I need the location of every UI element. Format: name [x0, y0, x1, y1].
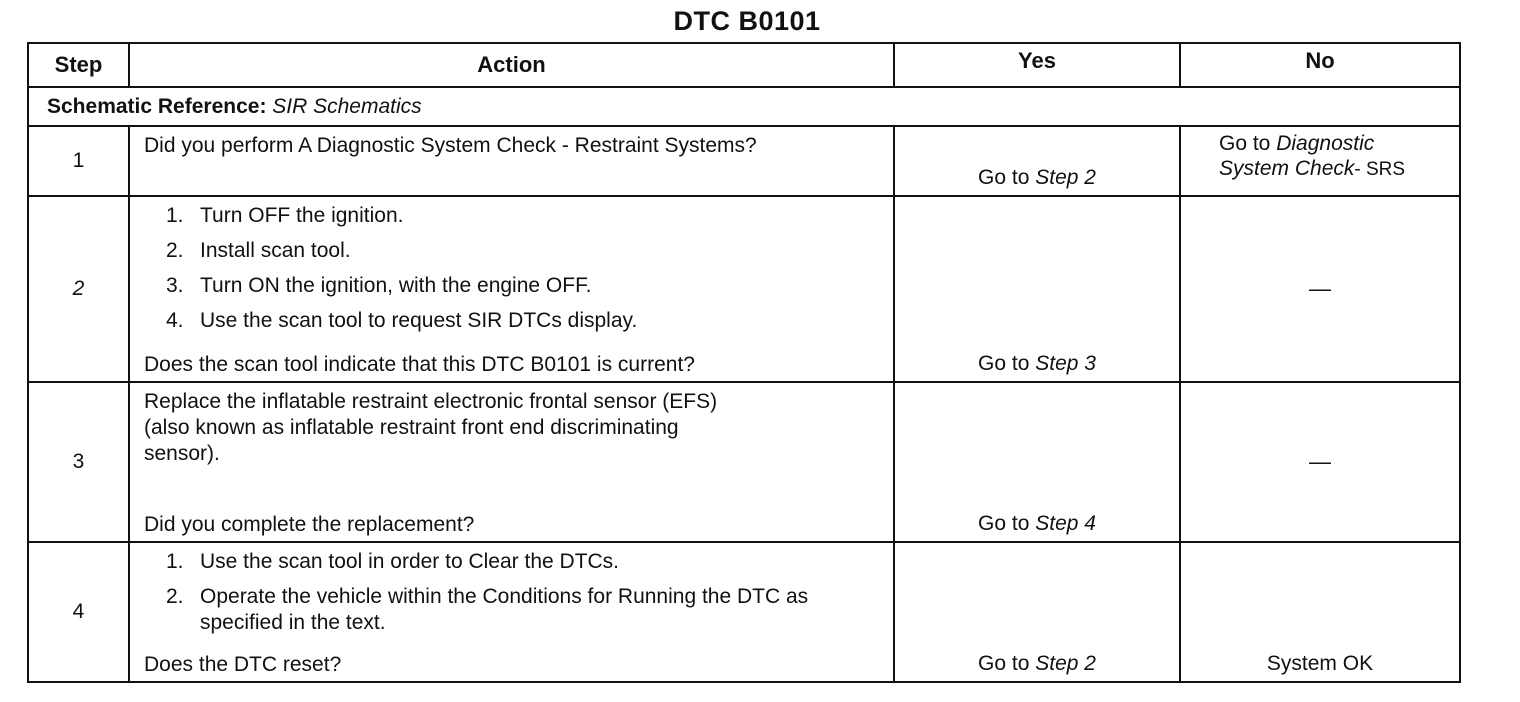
yes-cell [894, 382, 1180, 542]
schematic-reference-value: SIR Schematics [272, 94, 422, 118]
yes-goto [895, 166, 1179, 190]
action-question: Does the scan tool indicate that this DTC B0101 is current? [144, 353, 695, 376]
yes-prefix: Go to [978, 512, 1036, 535]
no-cell [1180, 382, 1460, 542]
action-cell [129, 382, 894, 542]
no-link-line2: System Check [1219, 157, 1355, 180]
yes-step-link: Step 2 [1035, 652, 1096, 675]
yes-step-link: Step 3 [1035, 352, 1096, 375]
no-link-line1: Diagnostic [1276, 132, 1375, 155]
list-item-number: 3. [166, 274, 184, 297]
step-number: 3 [28, 382, 129, 542]
action-text: sensor). [144, 442, 220, 465]
header-yes: Yes [894, 43, 1180, 87]
action-cell [129, 196, 894, 382]
list-item-text: Use the scan tool in order to Clear the DTCs. [200, 550, 620, 573]
no-suffix: - SRS [1354, 159, 1406, 180]
yes-prefix: Go to [978, 652, 1036, 675]
list-item-number: 2. [166, 585, 184, 608]
table-row [28, 126, 1460, 196]
header-action: Action [129, 43, 894, 87]
no-prefix: Go to [1219, 132, 1277, 155]
action-question: Did you complete the replacement? [144, 513, 475, 536]
list-item-text: Turn OFF the ignition. [200, 204, 404, 227]
action-text: (also known as inflatable restraint front end discriminating [144, 416, 679, 439]
action-list [144, 203, 881, 334]
yes-cell [894, 196, 1180, 382]
header-step: Step [28, 43, 129, 87]
header-no: No [1180, 43, 1460, 87]
no-cell [1180, 542, 1460, 682]
action-question: Does the DTC reset? [144, 653, 342, 676]
schematic-reference [28, 87, 1460, 126]
list-item [144, 273, 881, 299]
list-item-text: Use the scan tool to request SIR DTCs display. [200, 309, 638, 332]
document-title: DTC B0101 [673, 6, 821, 36]
list-item-number: 2. [166, 239, 184, 262]
step-number: 1 [28, 126, 129, 196]
list-item [144, 238, 881, 264]
yes-cell [894, 542, 1180, 682]
yes-prefix: Go to [978, 352, 1036, 375]
table-row [28, 542, 1460, 682]
table-row [28, 196, 1460, 382]
yes-step-link: Step 4 [1035, 512, 1096, 535]
list-item-number: 4. [166, 309, 184, 332]
action-text: Did you perform A Diagnostic System Check - Restraint Systems? [144, 134, 757, 157]
list-item-text: Turn ON the ignition, with the engine OFF. [200, 274, 592, 297]
table-header-row [28, 43, 1460, 87]
dtc-table [27, 42, 1461, 683]
yes-goto [895, 352, 1179, 376]
action-text: Replace the inflatable restraint electronic frontal sensor (EFS) [144, 390, 718, 413]
list-item-number: 1. [166, 204, 184, 227]
list-item-text: Install scan tool. [200, 239, 351, 262]
list-item-text: Operate the vehicle within the Conditions for Running the DTC as specified in the text. [200, 585, 809, 634]
list-item-number: 1. [166, 550, 184, 573]
action-list [144, 549, 881, 636]
schematic-reference-label: Schematic Reference: [47, 94, 267, 118]
table-row [28, 382, 1460, 542]
yes-cell [894, 126, 1180, 196]
no-cell [1180, 126, 1460, 196]
yes-prefix: Go to [978, 166, 1036, 189]
action-cell [129, 542, 894, 682]
schematic-reference-row [28, 87, 1460, 126]
no-result: System OK [1266, 652, 1374, 675]
list-item [144, 584, 881, 636]
list-item [144, 549, 881, 575]
no-goto [1181, 127, 1459, 182]
yes-goto [895, 512, 1179, 536]
list-item [144, 308, 881, 334]
step-number: 2 [28, 196, 129, 382]
no-cell [1180, 196, 1460, 382]
action-cell [129, 126, 894, 196]
no-dash: — [1309, 276, 1331, 301]
step-number: 4 [28, 542, 129, 682]
no-dash: — [1309, 449, 1331, 474]
list-item [144, 203, 881, 229]
yes-goto [895, 652, 1179, 676]
yes-step-link: Step 2 [1035, 166, 1096, 189]
